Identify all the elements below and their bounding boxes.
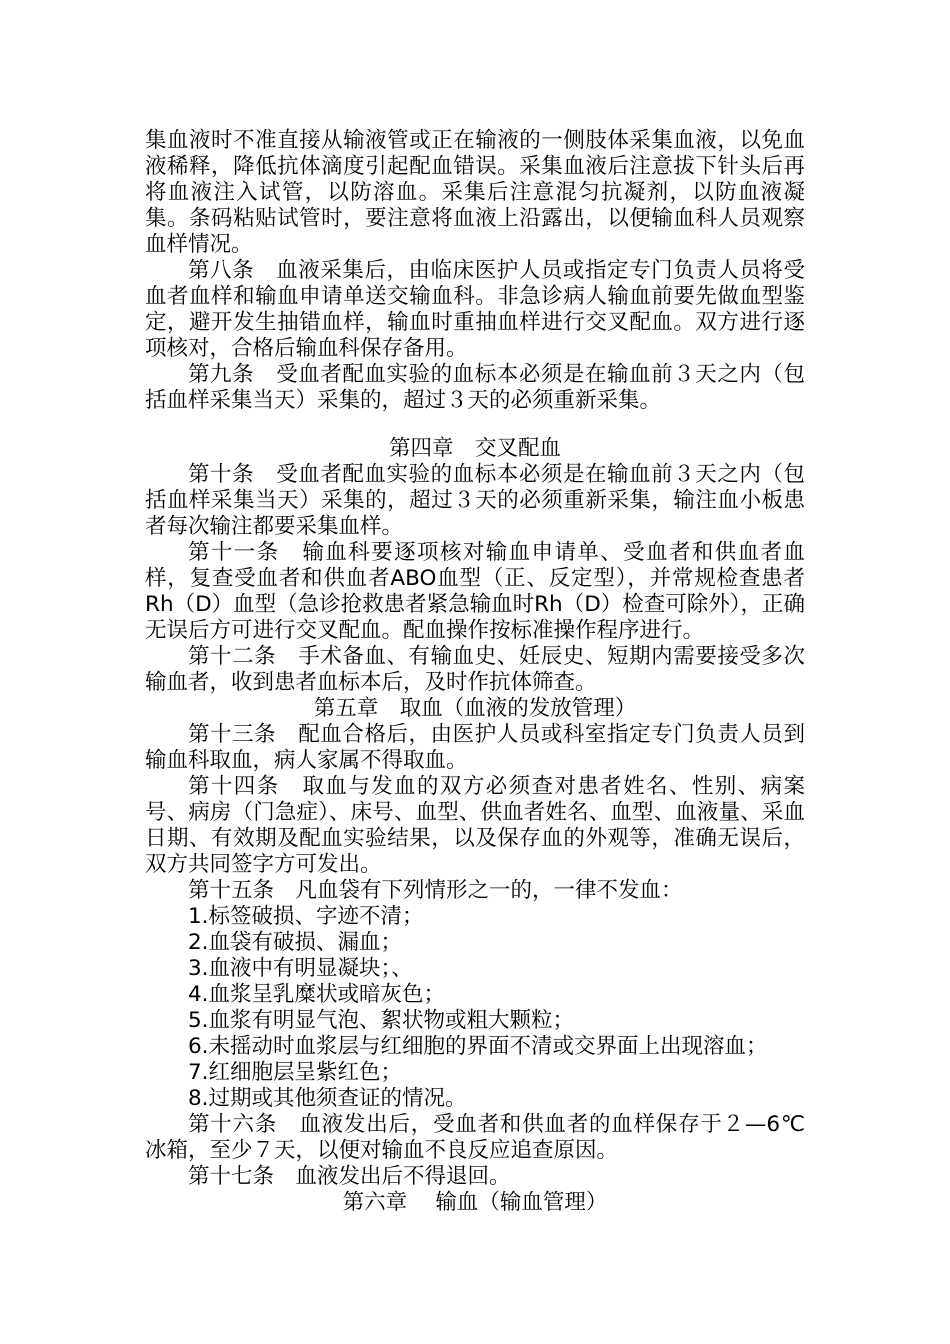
list-item: 7.红细胞层呈紫红色； (188, 1060, 403, 1085)
article-15: 第十五条 凡血袋有下列情形之一的，一律不发血： (188, 878, 683, 903)
article-16: 第十六条 血液发出后，受血者和供血者的血样保存于２—6℃冰箱，至少７天，以便对输血不良反应追查原因。 (145, 1112, 805, 1163)
article-12: 第十二条 手术备血、有输血史、妊辰史、短期内需要接受多次输血者，收到患者血标本后，及时作抗体筛查。 (145, 644, 805, 695)
paragraph-sample-collection: 集血液时不准直接从输液管或正在输液的一侧肢体采集血液，以免血液稀释，降低抗体滴度引起配血错误。采集血液后注意拔下针头后再将血液注入试管，以防溶血。采集后注意混匀抗凝剂，以防血液凝集。条码粘贴试管时，要注意将血液上沿露出，以便输血科人员观察血样情况。 (145, 128, 805, 257)
list-item: 1.标签破损、字迹不清； (188, 904, 424, 929)
article-11: 第十一条 输血科要逐项核对输血申请单、受血者和供血者血样，复查受血者和供血者ABO血型（正、反定型），并常规检查患者Rh（D）血型（急诊抢救患者紧急输血时Rh（D）检查可除外），正确无误后方可进行交叉配血。配血操作按标准操作程序进行。 (145, 540, 805, 643)
list-item: 3.血液中有明显凝块；、 (188, 956, 413, 981)
chapter-6-heading: 第六章 输血（输血管理） (342, 1190, 608, 1215)
list-item: 2.血袋有破损、漏血； (188, 930, 403, 955)
list-item: 5.血浆有明显气泡、絮状物或粗大颗粒； (188, 1008, 575, 1033)
article-9: 第九条 受血者配血实验的血标本必须是在输血前３天之内（包括血样采集当天）采集的，超过３天的必须重新采集。 (145, 362, 805, 413)
article-13: 第十三条 配血合格后，由医护人员或科室指定专门负责人员到输血科取血，病人家属不得取血。 (145, 722, 805, 773)
article-10: 第十条 受血者配血实验的血标本必须是在输血前３天之内（包括血样采集当天）采集的，超过３天的必须重新采集，输注血小板患者每次输注都要采集血样。 (145, 462, 805, 539)
article-14: 第十四条 取血与发血的双方必须查对患者姓名、性别、病案号、病房（门急症）、床号、血型、供血者姓名、血型、血液量、采血日期、有效期及配血实验结果，以及保存血的外观等，准确无误后，双方共同签字方可发出。 (145, 774, 805, 877)
chapter-5-heading: 第五章 取血（血液的发放管理） (313, 696, 637, 721)
list-item: 8.过期或其他须查证的情况。 (188, 1086, 467, 1111)
document-body (145, 128, 805, 1216)
article-17: 第十七条 血液发出后不得退回。 (188, 1164, 511, 1189)
chapter-4-heading: 第四章 交叉配血 (388, 436, 561, 461)
list-item: 6.未摇动时血浆层与红细胞的界面不清或交界面上出现溶血； (188, 1034, 768, 1059)
article-8: 第八条 血液采集后，由临床医护人员或指定专门负责人员将受血者血样和输血申请单送交输血科。非急诊病人输血前要先做血型鉴定，避开发生抽错血样，输血时重抽血样进行交叉配血。双方进行逐项核对，合格后输血科保存备用。 (145, 258, 805, 361)
section-gap (145, 414, 805, 436)
list-item: 4.血浆呈乳糜状或暗灰色； (188, 982, 446, 1007)
